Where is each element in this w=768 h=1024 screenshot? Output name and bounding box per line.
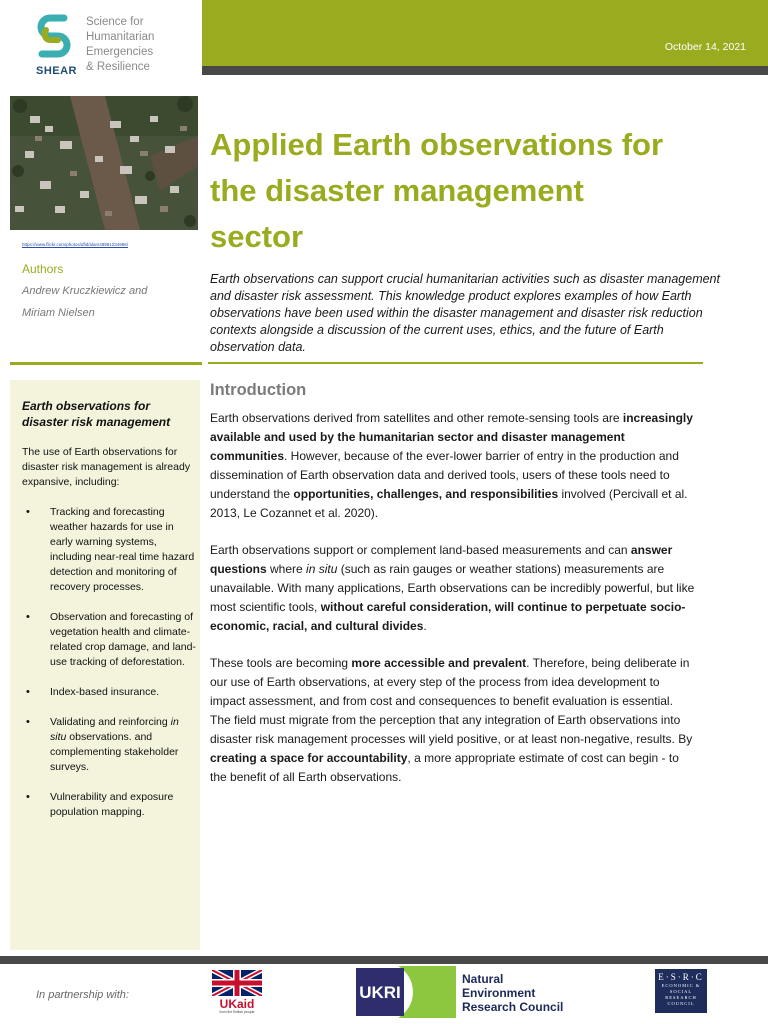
- list-item: • Vulnerability and exposure population mapping.: [22, 790, 197, 820]
- esrc-tagline: ECONOMIC & SOCIAL RESEARCH COUNCIL: [661, 983, 701, 1006]
- photo-credit-link[interactable]: https://www.flickr.com/photos/dfid/alan/48981234986/: [22, 242, 129, 247]
- summary-paragraph: Earth observations can support crucial humanitarian activities such as disaster management and disaster risk assessment. This knowledge product explores examples of how Earth observations have been used within the disaster management and disaster risk reduction contexts alongside a discussion of the current uses, ethics, and the future of Earth observation data.: [210, 272, 720, 354]
- italic-text: in situ: [306, 562, 338, 576]
- bold-text: without careful consideration, will continue to perpetuate socio-economic, racial, and cultural divides: [210, 600, 686, 633]
- logo-line: & Resilience: [86, 61, 150, 73]
- body-paragraph: [210, 409, 695, 523]
- list-item: • Observation and forecasting of vegetation health and climate-related crop damage, and land-use tracking of deforestation.: [22, 610, 197, 670]
- header-banner: [202, 0, 768, 66]
- footer-divider: [0, 956, 768, 964]
- text-run: Earth observations support or complement land-based measurements and can: [210, 543, 631, 557]
- text-run: These tools are becoming: [210, 656, 352, 670]
- author-line: Miriam Nielsen: [22, 307, 95, 319]
- section-heading: Introduction: [210, 381, 307, 399]
- publication-date: October 14, 2021: [664, 41, 746, 53]
- body-paragraph: [210, 541, 695, 636]
- bold-text: opportunities, challenges, and responsibilities: [293, 487, 559, 501]
- logo-line: Humanitarian: [86, 31, 155, 43]
- shear-logo-icon: [36, 14, 72, 64]
- title-line: sector: [210, 219, 304, 254]
- bold-text: more accessible and prevalent: [351, 656, 527, 670]
- logo-name: SHEAR: [36, 65, 78, 77]
- ukaid-tagline: from the British people: [219, 1010, 255, 1014]
- list-item-emphasis: in situ: [50, 716, 179, 743]
- nerc-name: [462, 972, 563, 1014]
- list-item: • Tracking and forecasting weather hazards for use in early warning systems, including near-real time hazard detection and monitoring of recovery processes.: [22, 505, 197, 595]
- text-run: where: [266, 562, 307, 576]
- text-run: , a more appropriate estimate of cost can begin - to the benefit of all Earth observations.: [210, 751, 679, 784]
- author-line: Andrew Kruczkiewicz and: [22, 285, 148, 297]
- body-paragraph: [210, 654, 695, 787]
- header-divider: [202, 66, 768, 75]
- nerc-line: Environment: [462, 986, 536, 1000]
- logo-line: Emergencies: [86, 46, 154, 58]
- nerc-line: Research Council: [462, 1000, 564, 1014]
- bold-text: answer questions: [210, 543, 673, 576]
- ukri-logo: [356, 966, 456, 1018]
- sidebar-heading: Earth observations for disaster risk management: [22, 399, 171, 429]
- partnership-label: In partnership with:: [36, 989, 129, 1001]
- text-run: Earth observations derived from satellites and other remote-sensing tools are: [210, 411, 623, 425]
- text-run: . However, because of the ever-lower barrier of entry in the production and dissemination of Earth observation data and derived tools, users of these tools need to understand the: [210, 449, 679, 501]
- bold-text: increasingly available and used by the humanitarian sector and disaster management communities: [210, 411, 693, 463]
- list-item: • Index-based insurance.: [22, 685, 197, 700]
- sidebar-box: [10, 380, 200, 950]
- logo-tagline: [86, 15, 154, 75]
- list-item: [22, 715, 197, 775]
- aerial-photo: [10, 96, 198, 230]
- union-flag-icon: [212, 970, 262, 996]
- list-item-text: observations. and complementing stakeholder surveys.: [50, 731, 179, 773]
- text-run: (such as rain gauges or weather stations) measurements are unavailable. With many applications, Earth observations can be incredibly powerful, but like most scientific tools,: [210, 562, 695, 614]
- esrc-logo: [655, 969, 707, 1013]
- shear-logo: [36, 14, 206, 78]
- ukaid-wordmark: UKaid: [219, 997, 255, 1011]
- document-title: [210, 122, 750, 260]
- ukaid-logo: [212, 970, 262, 1016]
- aerial-photo-image: [10, 96, 198, 230]
- logo-line: Science for: [86, 16, 144, 28]
- esrc-wordmark: E·S·R·C: [658, 972, 704, 982]
- title-line: Applied Earth observations for: [210, 127, 664, 162]
- title-line: the disaster management: [210, 173, 584, 208]
- divider-line: [10, 362, 202, 365]
- text-run: . Therefore, being deliberate in our use of Earth observations, at every step of the process from idea development to impact assessment, and from cost and consequences to benefit evaluation is essential. The field must migrate from the perception that any integration of Earth observations into disaster risk management processes will yield positive, or at least non-negative, results. By: [210, 656, 693, 746]
- list-item-text: Validating and reinforcing: [50, 716, 171, 728]
- text-run: involved (Percivall et al. 2013, Le Cozannet et al. 2020).: [210, 487, 688, 520]
- divider-line: [208, 362, 703, 364]
- bold-text: creating a space for accountability: [210, 751, 408, 765]
- sidebar-intro: The use of Earth observations for disaster risk management is already expansive, including:: [22, 446, 191, 488]
- authors-heading: Authors: [22, 262, 64, 276]
- text-run: .: [423, 619, 427, 633]
- nerc-line: Natural: [462, 972, 504, 986]
- ukri-wordmark: UKRI: [359, 983, 401, 1002]
- sidebar-list: [22, 505, 197, 835]
